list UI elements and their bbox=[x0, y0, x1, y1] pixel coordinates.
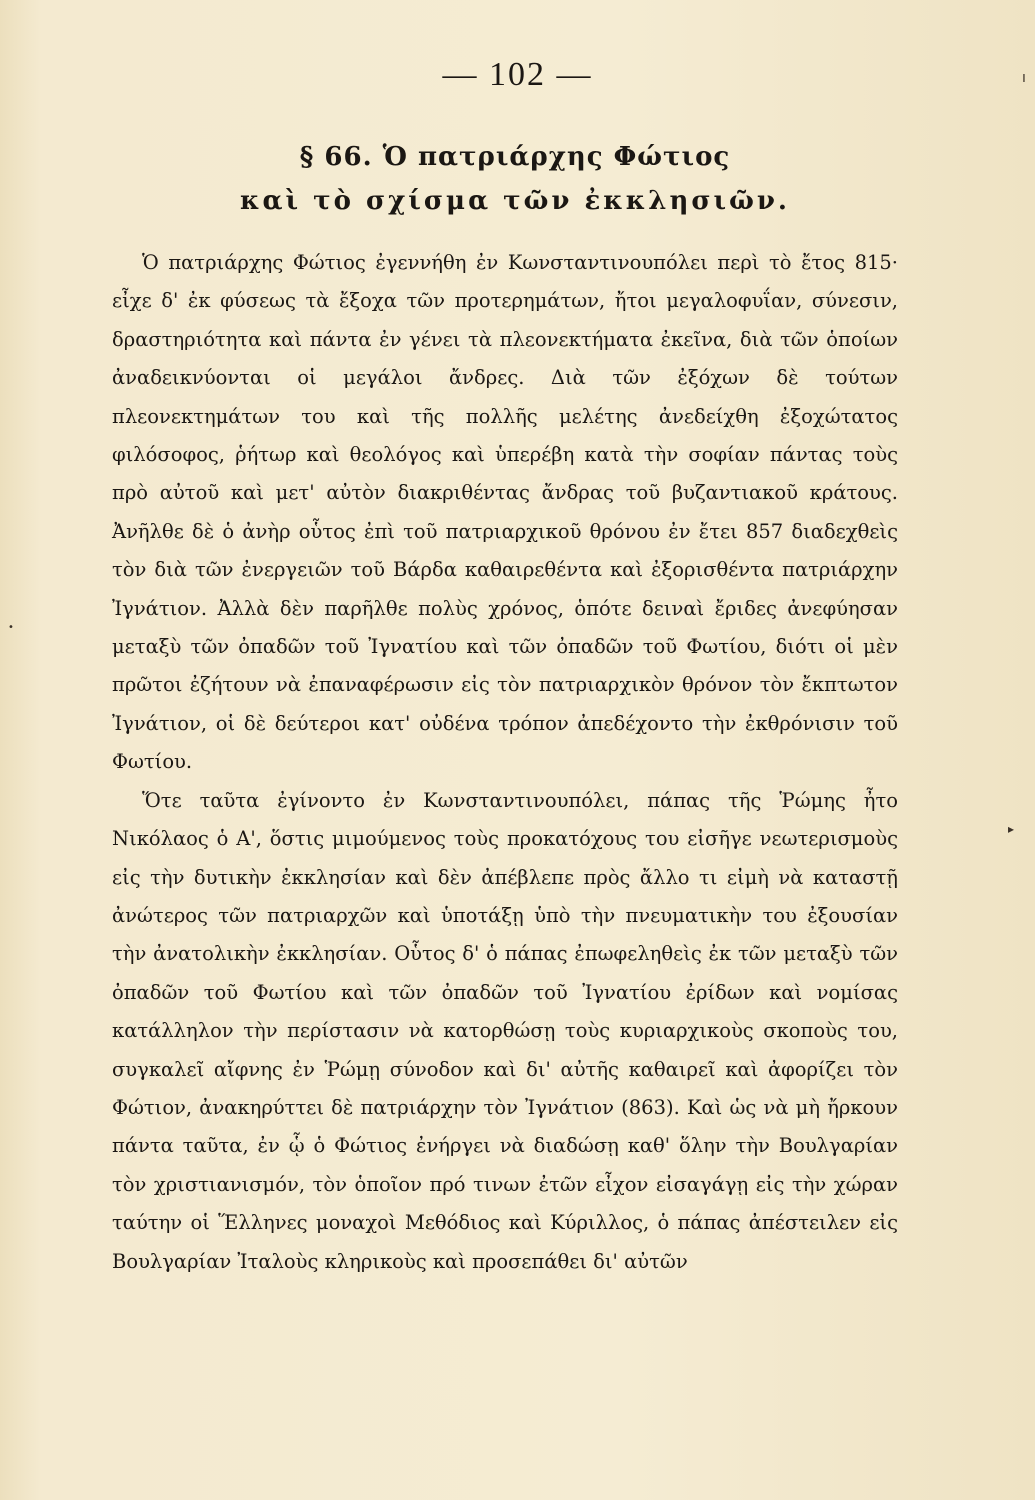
section-heading-line-2: καὶ τὸ σχίσμα τῶν ἐκκλησιῶν. bbox=[240, 186, 790, 216]
section-heading-line-1: § 66. Ὁ πατριάρχης Φώτιος bbox=[299, 142, 731, 172]
margin-dot: • bbox=[8, 622, 14, 633]
page-number: — 102 — bbox=[442, 56, 593, 93]
paragraph-2: Ὅτε ταῦτα ἐγίνοντο ἐν Κωνσταντινουπόλει, πάπας τῆς Ῥώμης ἦτο Νικόλαος ὁ Α', ὅστις μιμούμενος τοὺς προκατόχους του εἰσῆγε νεωτερισμοὺς εἰς τὴν δυτικὴν ἐκκλησίαν καὶ δὲν ἀπέβλεπε πρὸς ἄλλο τι εἰμὴ νὰ καταστῇ ἀνώτερος τῶν πατριαρχῶν καὶ ὑποτάξῃ ὑπὸ τὴν πνευματικὴν του ἐξουσίαν τὴν ἀνατολικὴν ἐκκλησίαν. Οὗτος δ' ὁ πάπας ἐπωφεληθεὶς ἐκ τῶν μεταξὺ τῶν ὀπαδῶν τοῦ Φωτίου καὶ τῶν ὀπαδῶν τοῦ Ἰγνατίου ἐρίδων καὶ νομίσας κατάλληλον τὴν περίστασιν νὰ κατορθώσῃ τοὺς κυριαρχικοὺς σκοποὺς του, συγκαλεῖ αἴφνης ἐν Ῥώμῃ σύνοδον καὶ δι' αὐτῆς καθαιρεῖ καὶ ἀφορίζει τὸν Φώτιον, ἀνακηρύττει δὲ πατριάρχην τὸν Ἰγνάτιον (863). Καὶ ὡς νὰ μὴ ἤρκουν πάντα ταῦτα, ἐν ᾧ ὁ Φώτιος ἐνήργει νὰ διαδώσῃ καθ' ὅλην τὴν Βουλγαρίαν τὸν χριστιανισμόν, τὸν ὁποῖον πρό τινων ἐτῶν εἶχον εἰσαγάγῃ εἰς τὴν χώραν ταύτην οἱ Ἕλληνες μοναχοὶ Μεθόδιος καὶ Κύριλλος, ὁ πάπας ἀπέστειλεν εἰς Βουλγαρίαν Ἰταλοὺς κληρικοὺς καὶ προσεπάθει δι' αὐτῶν bbox=[112, 788, 898, 1273]
paragraph-1: Ὁ πατριάρχης Φώτιος ἐγεννήθη ἐν Κωνσταντινουπόλει περὶ τὸ ἔτος 815· εἶχε δ' ἐκ φύσεως τὰ ἔξοχα τῶν προτερημάτων, ἤτοι μεγαλοφυΐαν, σύνεσιν, δραστηριότητα καὶ πάντα ἐν γένει τὰ πλεονεκτήματα ἐκεῖνα, διὰ τῶν ὁποίων ἀναδεικνύονται οἱ μεγάλοι ἄνδρες. Διὰ τῶν ἐξόχων δὲ τούτων πλεονεκτημάτων του καὶ τῆς πολλῆς μελέτης ἀνεδείχθη ἐξοχώτατος φιλόσοφος, ῥήτωρ καὶ θεολόγος καὶ ὑπερέβη κατὰ τὴν σοφίαν πάντας τοὺς πρὸ αὐτοῦ καὶ μετ' αὐτὸν διακριθέντας ἄνδρας τοῦ βυζαντιακοῦ κράτους. Ἀνῆλθε δὲ ὁ ἀνὴρ οὗτος ἐπὶ τοῦ πατριαρχικοῦ θρόνου ἐν ἔτει 857 διαδεχθεὶς τὸν διὰ τῶν ἐνεργειῶν τοῦ Βάρδα καθαιρεθέντα καὶ ἐξορισθέντα πατριάρχην Ἰγνάτιον. Ἀλλὰ δὲν παρῆλθε πολὺς χρόνος, ὁπότε δειναὶ ἔριδες ἀνεφύησαν μεταξὺ τῶν ὀπαδῶν τοῦ Ἰγνατίου καὶ τῶν ὀπαδῶν τοῦ Φωτίου, διότι οἱ μὲν πρῶτοι ἐζήτουν νὰ ἐπαναφέρωσιν εἰς τὸν πατριαρχικὸν θρόνον τὸν ἔκπτωτον Ἰγνάτιον, οἱ δὲ δεύτεροι κατ' οὐδένα τρόπον ἀπεδέχοντο τὴν ἐκθρόνισιν τοῦ Φωτίου. bbox=[112, 251, 898, 774]
margin-mark-top: ı bbox=[1022, 70, 1026, 86]
margin-arrow-icon: ▸ bbox=[1008, 822, 1015, 836]
body-text bbox=[112, 244, 898, 1281]
